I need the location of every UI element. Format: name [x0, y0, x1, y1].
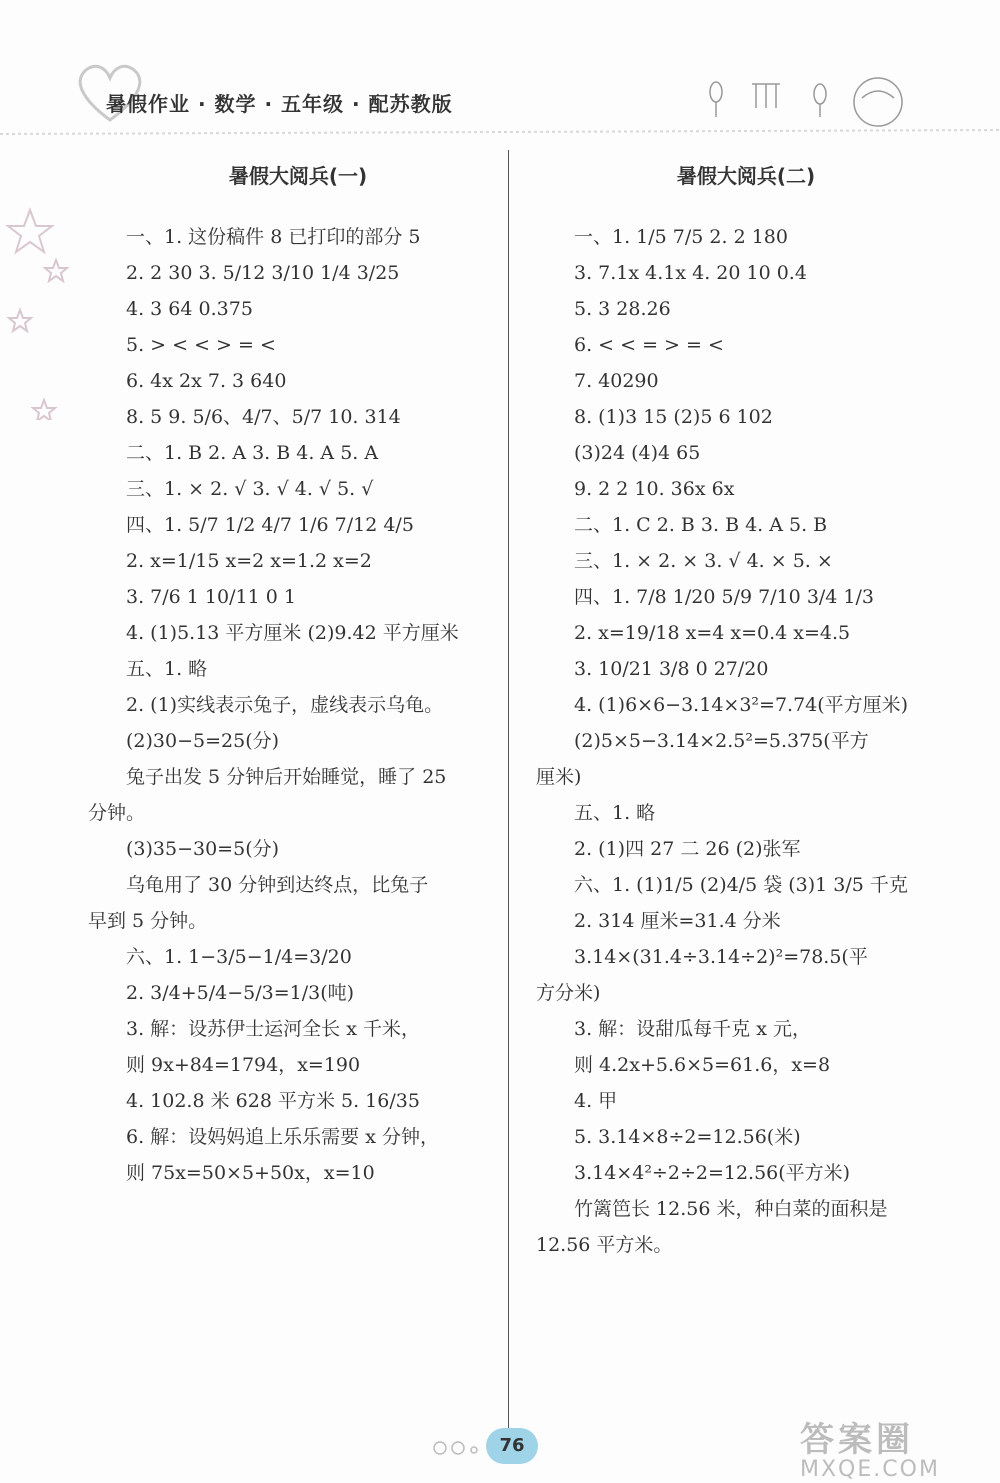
answer-line: 则 75x=50×5+50x，x=10 [126, 1162, 375, 1184]
answer-line: 4. (1)5.13 平方厘米 (2)9.42 平方厘米 [126, 622, 459, 644]
watermark-logo-text: 答案圈 [800, 1420, 914, 1460]
answer-line: 3. 解：设苏伊士运河全长 x 千米， [126, 1018, 420, 1040]
column-divider [508, 150, 509, 1450]
answer-line: (2)30−5=25(分) [126, 730, 280, 752]
answer-line: 9. 2 2 10. 36x 6x [574, 478, 735, 500]
answer-line: 分钟。 [88, 802, 146, 824]
answer-line: 8. 5 9. 5/6、4/7、5/7 10. 314 [126, 406, 401, 428]
answer-line: 6. < < = > = < [574, 334, 724, 356]
answer-line: 则 4.2x+5.6×5=61.6，x=8 [574, 1054, 831, 1076]
answer-line: 2. (1)实线表示兔子，虚线表示乌龟。 [126, 694, 444, 716]
answer-line: (3)35−30=5(分) [126, 838, 280, 860]
answer-line: 兔子出发 5 分钟后开始睡觉，睡了 25 [126, 766, 447, 788]
answer-line: 四、1. 5/7 1/2 4/7 1/6 7/12 4/5 [126, 514, 414, 536]
star-decoration-icon [0, 200, 80, 420]
answer-line: 4. 甲 [574, 1090, 618, 1112]
answer-line: 3.14×(31.4÷3.14÷2)²=78.5(平 [574, 946, 868, 968]
page-header [0, 0, 1000, 150]
answer-line: 4. 3 64 0.375 [126, 298, 253, 320]
answer-line: 3. 7/6 1 10/11 0 1 [126, 586, 296, 608]
answer-line: 五、1. 略 [126, 658, 208, 680]
header-title: 暑假作业 · 数学 · 五年级 · 配苏教版 [106, 92, 453, 116]
answer-line: 四、1. 7/8 1/20 5/9 7/10 3/4 1/3 [574, 586, 875, 608]
answer-line: 2. x=1/15 x=2 x=1.2 x=2 [126, 550, 372, 572]
answer-line: 早到 5 分钟。 [88, 910, 208, 932]
answer-line: 2. x=19/18 x=4 x=0.4 x=4.5 [574, 622, 851, 644]
answer-line: 2. 314 厘米=31.4 分米 [574, 910, 781, 932]
answer-line: 3. 10/21 3/8 0 27/20 [574, 658, 769, 680]
answer-line: 6. 4x 2x 7. 3 640 [126, 370, 287, 392]
answer-line: (3)24 (4)4 65 [574, 442, 701, 464]
answer-line: 厘米) [536, 766, 582, 788]
left-column [88, 160, 508, 1191]
answer-line: 7. 40290 [574, 370, 659, 392]
answer-line: 3.14×4²÷2÷2=12.56(平方米) [574, 1162, 851, 1184]
answer-line: 一、1. 这份稿件 8 已打印的部分 5 [126, 226, 421, 248]
answer-line: (2)5×5−3.14×2.5²=5.375(平方 [574, 730, 869, 752]
header-rule [0, 124, 1000, 144]
right-column-title: 暑假大阅兵(二) [676, 164, 816, 188]
watermark [800, 1412, 1000, 1482]
answer-line: 2. 3/4+5/4−5/3=1/3(吨) [126, 982, 355, 1004]
answer-line: 6. 解：设妈妈追上乐乐需要 x 分钟， [126, 1126, 439, 1148]
answer-line: 2. (1)四 27 二 26 (2)张军 [574, 838, 801, 860]
answer-line: 2. 2 30 3. 5/12 3/10 1/4 3/25 [126, 262, 400, 284]
answer-line: 5. 3 28.26 [574, 298, 671, 320]
answer-line: 一、1. 1/5 7/5 2. 2 180 [574, 226, 788, 248]
answer-line: 六、1. 1−3/5−1/4=3/20 [126, 946, 352, 968]
answer-line: 二、1. C 2. B 3. B 4. A 5. B [574, 514, 828, 536]
answer-line: 五、1. 略 [574, 802, 656, 824]
answer-line: 则 9x+84=1794，x=190 [126, 1054, 361, 1076]
answer-line: 8. (1)3 15 (2)5 6 102 [574, 406, 773, 428]
answer-line: 3. 解：设甜瓜每千克 x 元， [574, 1018, 811, 1040]
answer-line: 竹篱笆长 12.56 米，种白菜的面积是 [574, 1198, 888, 1220]
dots-decoration-icon [430, 1436, 490, 1460]
answer-line: 4. (1)6×6−3.14×3²=7.74(平方厘米) [574, 694, 909, 716]
answer-line: 12.56 平方米。 [536, 1234, 673, 1256]
answer-line: 4. 102.8 米 628 平方米 5. 16/35 [126, 1090, 420, 1112]
watermark-url: MXQE.COM [800, 1457, 940, 1482]
page-number: 76 [486, 1428, 538, 1464]
right-column [536, 160, 956, 1263]
answer-line: 三、1. × 2. × 3. √ 4. × 5. × [574, 550, 833, 572]
answer-line: 方分米) [536, 982, 601, 1004]
answer-line: 三、1. × 2. √ 3. √ 4. √ 5. √ [126, 478, 374, 500]
answer-line: 二、1. B 2. A 3. B 4. A 5. A [126, 442, 379, 464]
answer-line: 5. > < < > = < [126, 334, 276, 356]
answer-line: 5. 3.14×8÷2=12.56(米) [574, 1126, 801, 1148]
answer-line: 乌龟用了 30 分钟到达终点，比兔子 [126, 874, 429, 896]
answer-line: 3. 7.1x 4.1x 4. 20 10 0.4 [574, 262, 807, 284]
answer-line: 六、1. (1)1/5 (2)4/5 袋 (3)1 3/5 千克 [574, 874, 908, 896]
left-column-title: 暑假大阅兵(一) [228, 164, 368, 188]
